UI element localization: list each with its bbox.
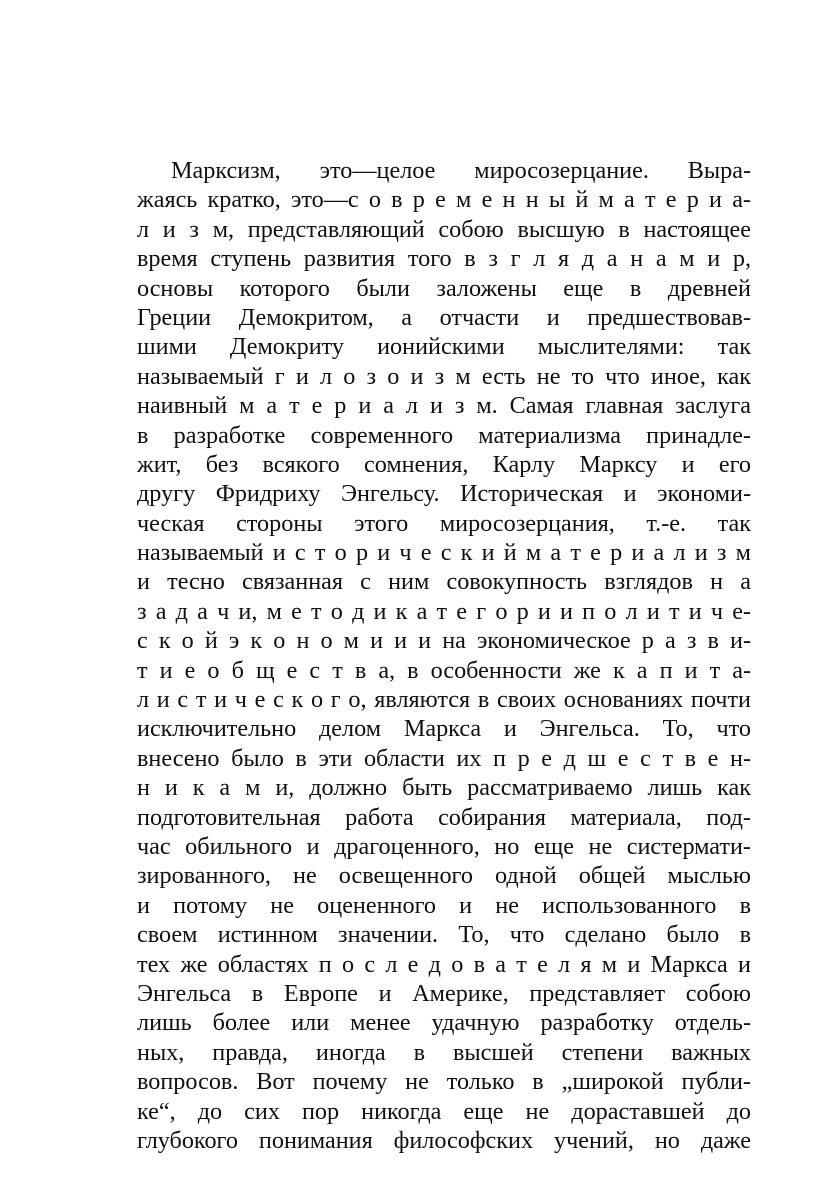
text-line: и потому не оцененного и не использованного в bbox=[137, 891, 751, 919]
text-line: тех же областях п о с л е д о в а т е л я м и Маркса и bbox=[137, 950, 751, 978]
text-line: наивный м а т е р и а л и з м. Самая главная заслуга bbox=[137, 392, 751, 420]
text-line: ческая стороны этого миросозерцания, т.-е. так bbox=[137, 509, 751, 537]
text-line: жаясь кратко, это—с о в р е м е н н ы й м а т е р и а- bbox=[137, 186, 751, 214]
text-line: и тесно связанная с ним совокупность взглядов н а bbox=[137, 568, 751, 596]
text-line: Энгельса в Европе и Америке, представляет собою bbox=[137, 979, 751, 1007]
text-line: подготовительная работа собирания материала, под- bbox=[137, 803, 751, 831]
text-line: основы которого были заложены еще в древней bbox=[137, 274, 751, 302]
text-line: внесено было в эти области их п р е д ш е с т в е н- bbox=[137, 744, 751, 772]
text-line: л и з м, представляющий собою высшую в настоящее bbox=[137, 215, 751, 243]
text-line: т и е о б щ е с т в а, в особенности же к а п и т а- bbox=[137, 656, 751, 684]
text-line: жит, без всякого сомнения, Карлу Марксу и его bbox=[137, 450, 751, 478]
text-line: исключительно делом Маркса и Энгельса. То, что bbox=[137, 715, 751, 743]
text-line: своем истинном значении. То, что сделано было в bbox=[137, 921, 751, 949]
body-text bbox=[137, 156, 751, 1155]
text-line: лишь более или менее удачную разработку отдель- bbox=[137, 1009, 751, 1037]
text-line: ных, правда, иногда в высшей степени важных bbox=[137, 1038, 751, 1066]
text-line: называемый и с т о р и ч е с к и й м а т е р и а л и з м bbox=[137, 539, 751, 567]
text-line: л и с т и ч е с к о г о, являются в своих основаниях почти bbox=[137, 686, 751, 714]
text-line: глубокого понимания философских учений, но даже bbox=[137, 1126, 751, 1154]
text-line: называемый г и л о з о и з м есть не то что иное, как bbox=[137, 362, 751, 390]
text-line: в разработке современного материализма принадле- bbox=[137, 421, 751, 449]
text-line: с к о й э к о н о м и и и на экономическое р а з в и- bbox=[137, 627, 751, 655]
text-line: Греции Демокритом, а отчасти и предшествовав- bbox=[137, 303, 751, 331]
text-line: ке“, до сих пор никогда еще не дораставшей до bbox=[137, 1097, 751, 1125]
text-line: шими Демокриту ионийскими мыслителями: так bbox=[137, 333, 751, 361]
text-line: другу Фридриху Энгельсу. Историческая и экономи- bbox=[137, 480, 751, 508]
text-line: зированного, не освещенного одной общей мыслью bbox=[137, 862, 751, 890]
text-line: Марксизм, это—целое миросозерцание. Выра- bbox=[171, 157, 751, 184]
text-line: время ступень развития того в з г л я д а н а м и р, bbox=[137, 245, 751, 273]
text-line: час обильного и драгоценного, но еще не систермати- bbox=[137, 832, 751, 860]
text-line: н и к а м и, должно быть рассматриваемо лишь как bbox=[137, 774, 751, 802]
text-line: вопросов. Вот почему не только в „широкой публи- bbox=[137, 1068, 751, 1096]
text-line: з а д а ч и, м е т о д и к а т е г о р и и п о л и т и ч е- bbox=[137, 597, 751, 625]
